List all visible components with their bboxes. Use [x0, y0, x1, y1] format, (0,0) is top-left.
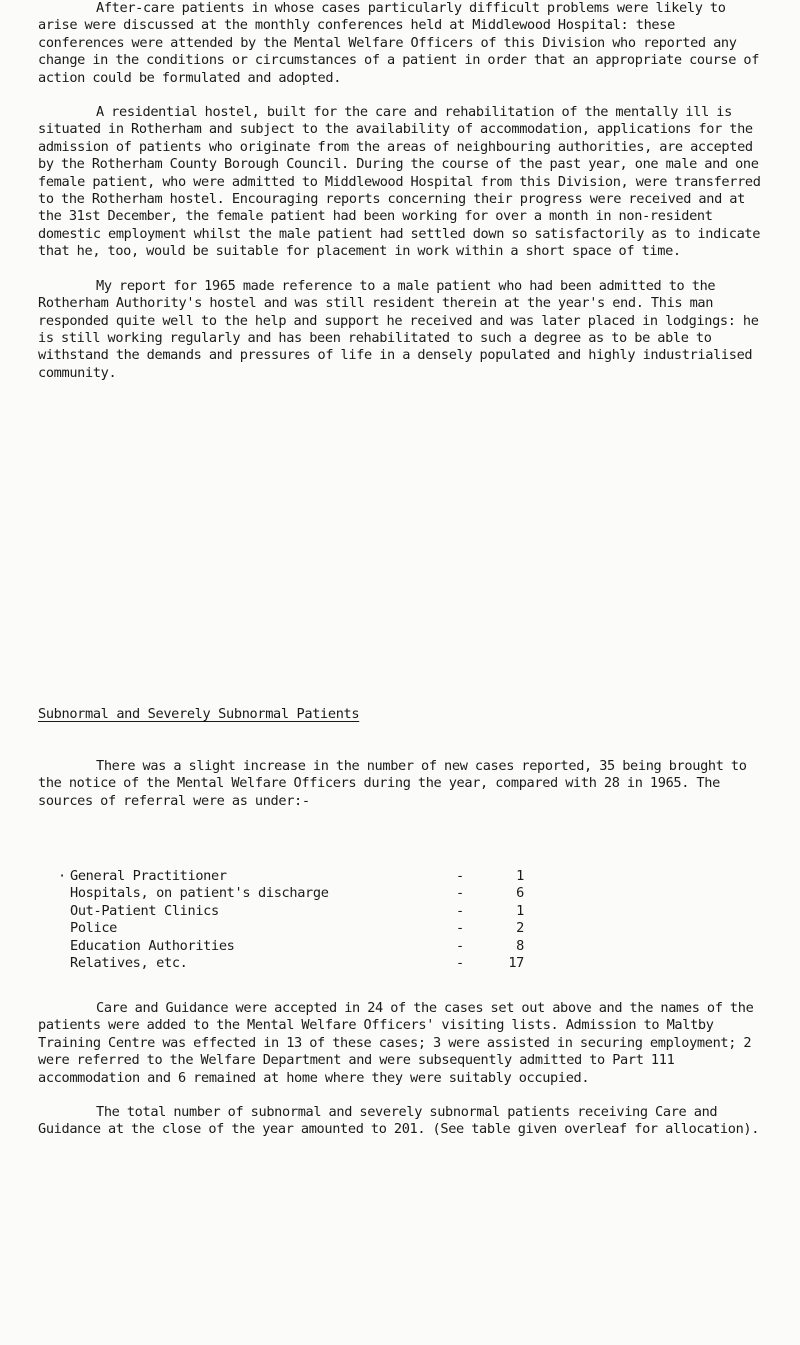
referral-dash: - — [456, 885, 464, 902]
referral-row — [58, 955, 528, 972]
paragraph-care-and-guidance: Care and Guidance were accepted in 24 of the cases set out above and the names of the patients were added to the Mental Welfare Officers' visiting lists. Admission to Maltby Training Centre was effected in 13 of these cases; 3 were assisted in securing employment; 2 were referred to the Welfare Department and were subsequently admitted to Part 111 accommodation and 6 remained at home where they were suitably occupied. — [38, 1000, 754, 1086]
referral-dash: - — [456, 868, 464, 884]
referral-source-label: Out-Patient Clinics — [70, 902, 219, 919]
referral-source-label: Police — [70, 920, 118, 937]
referral-count: 2 — [516, 920, 524, 937]
referral-row — [58, 868, 528, 885]
referral-count: 8 — [516, 937, 524, 954]
body-text-lower — [38, 1000, 768, 1139]
referral-count: 1 — [516, 902, 524, 919]
paragraph-total-patients: The total number of subnormal and severely subnormal patients receiving Care and Guidance at the close of the year amounted to 201. (See table given overleaf for allocation). — [38, 1104, 760, 1138]
referral-source-label: Relatives, etc. — [70, 955, 188, 972]
referral-dash: - — [456, 955, 464, 972]
paragraph-residential-hostel: A residential hostel, built for the care and rehabilitation of the mentally ill is situated in Rotherham and subject to the availability of accommodation, applications for the admission of patients who originate from the areas of neighbouring authorities, are accepted by the Rotherham County Borough Council. During the course of the past year, one male and one female patient, who were admitted to Middlewood Hospital from this Division, were transferred to the Rotherham hostel. Encouraging reports concerning their progress were received and at the 31st December, the female patient had been working for over a month in non-resident domestic employment whilst the male patient had settled down so satisfactorily as to indicate that he, too, would be suitable for placement in work within a short space of time. — [38, 104, 761, 260]
referral-row — [58, 938, 528, 955]
referral-source-label: Hospitals, on patient's discharge — [70, 885, 329, 902]
paragraph-after-care-conferences: After-care patients in whose cases particularly difficult problems were likely to arise were discussed at the monthly conferences held at Middlewood Hospital: these conferences were attended by the Mental Welfare Officers of this Division who reported any change in the conditions or circumstances of a patient in order that an appropriate course of action could be formulated and adopted. — [38, 0, 760, 86]
referral-row — [58, 920, 528, 937]
referral-source-label: Education Authorities — [70, 937, 235, 954]
paragraph-1965-report: My report for 1965 made reference to a male patient who had been admitted to the Rotherham Authority's hostel and was still resident therein at the year's end. This man responded quite well to the help and support he received and was later placed in lodgings: he is still working regularly and has been rehabilitated to such a degree as to be able to withstand the demands and pressures of life in a densely populated and highly industrialised community. — [38, 277, 759, 381]
referral-row — [58, 903, 528, 920]
referral-dash: - — [456, 902, 464, 919]
body-text-cases — [38, 758, 768, 810]
referral-source-label: General Practitioner — [70, 868, 227, 884]
section-heading: Subnormal and Severely Subnormal Patients — [38, 706, 360, 722]
referral-dash: - — [456, 937, 464, 954]
referral-count: 1 — [516, 868, 524, 884]
body-text-upper — [38, 0, 768, 382]
referral-count: 17 — [508, 955, 524, 972]
referral-dash: - — [456, 920, 464, 937]
paragraph-new-cases: There was a slight increase in the number of new cases reported, 35 being brought to the notice of the Mental Welfare Officers during the year, compared with 28 in 1965. The sources of referral were as under:- — [38, 758, 747, 809]
referral-sources-list — [58, 868, 528, 972]
referral-row — [58, 885, 528, 902]
referral-bullet: · — [58, 868, 66, 884]
referral-count: 6 — [516, 885, 524, 902]
